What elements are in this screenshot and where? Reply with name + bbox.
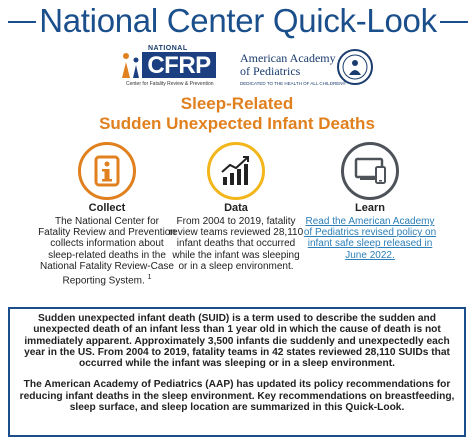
collect-icon-circle — [78, 142, 136, 200]
devices-icon — [344, 145, 396, 197]
collect-text — [38, 216, 176, 287]
cfrp-subtitle: Center for Fatality Review & Prevention — [126, 81, 214, 87]
logo-bar — [0, 46, 474, 90]
cfrp-logo — [112, 46, 220, 90]
collect-title: Collect — [88, 202, 126, 214]
data-text: From 2004 to 2019, fatality review teams reviewed 28,110 infant deaths that occurred while the infant was sleeping or in a sleep environment. — [168, 216, 304, 272]
aap-policy-link[interactable]: Read the American Academy of Pediatrics revised policy on infant safe sleep released in June 2022. — [303, 216, 437, 261]
cfrp-national-label: NATIONAL — [148, 45, 188, 52]
collect-footnote: 1 — [147, 274, 152, 282]
header-rule-left — [8, 21, 36, 23]
cfrp-figures-icon — [118, 50, 144, 80]
aap-tagline: DEDICATED TO THE HEALTH OF ALL CHILDREN® — [240, 81, 346, 86]
learn-column — [301, 142, 439, 261]
suid-definition-paragraph: Sudden unexpected infant death (SUID) is a term used to describe the sudden and unexpected death of an infant less than 1 year old in which the cause of death is not immediately apparent. Approximately 3,500 infants die suddenly and unexpectedly each year in the US. From 2004 to 2019, fatality teams in 42 states reviewed 28,110 SUIDs that occurred while the infant was sleeping or in a sleep environment. — [24, 313, 450, 370]
data-column — [167, 142, 305, 272]
aap-seal-icon — [336, 48, 374, 86]
header-rule-right — [440, 21, 468, 23]
aap-name: American Academy of Pediatrics — [240, 51, 336, 78]
headline-line-2: Sudden Unexpected Infant Deaths — [99, 114, 375, 133]
collect-column — [38, 142, 176, 287]
headline-line-1: Sleep-Related — [180, 94, 294, 113]
page-header — [0, 0, 474, 44]
learn-title: Learn — [355, 202, 385, 214]
suid-info-box — [8, 307, 466, 437]
headline — [0, 94, 474, 134]
cfrp-wordmark: CFRP — [142, 52, 216, 78]
info-icon — [81, 145, 133, 197]
chart-icon — [210, 145, 262, 197]
learn-icon-circle — [341, 142, 399, 200]
aap-update-paragraph: The American Academy of Pediatrics (AAP) has updated its policy recommendations for reducing infant deaths in the sleep environment. Key recommendations on breastfeeding, sleep surface, and sleep location are summarized in this Quick-Look. — [19, 379, 455, 414]
aap-logo — [240, 48, 380, 88]
page-title: National Center Quick-Look — [39, 2, 437, 39]
data-icon-circle — [207, 142, 265, 200]
collect-body: The National Center for Fatality Review and Prevention collects information about sleep-related deaths in the National Fatality Review-Case Reporting System. — [38, 216, 176, 287]
data-title: Data — [224, 202, 248, 214]
